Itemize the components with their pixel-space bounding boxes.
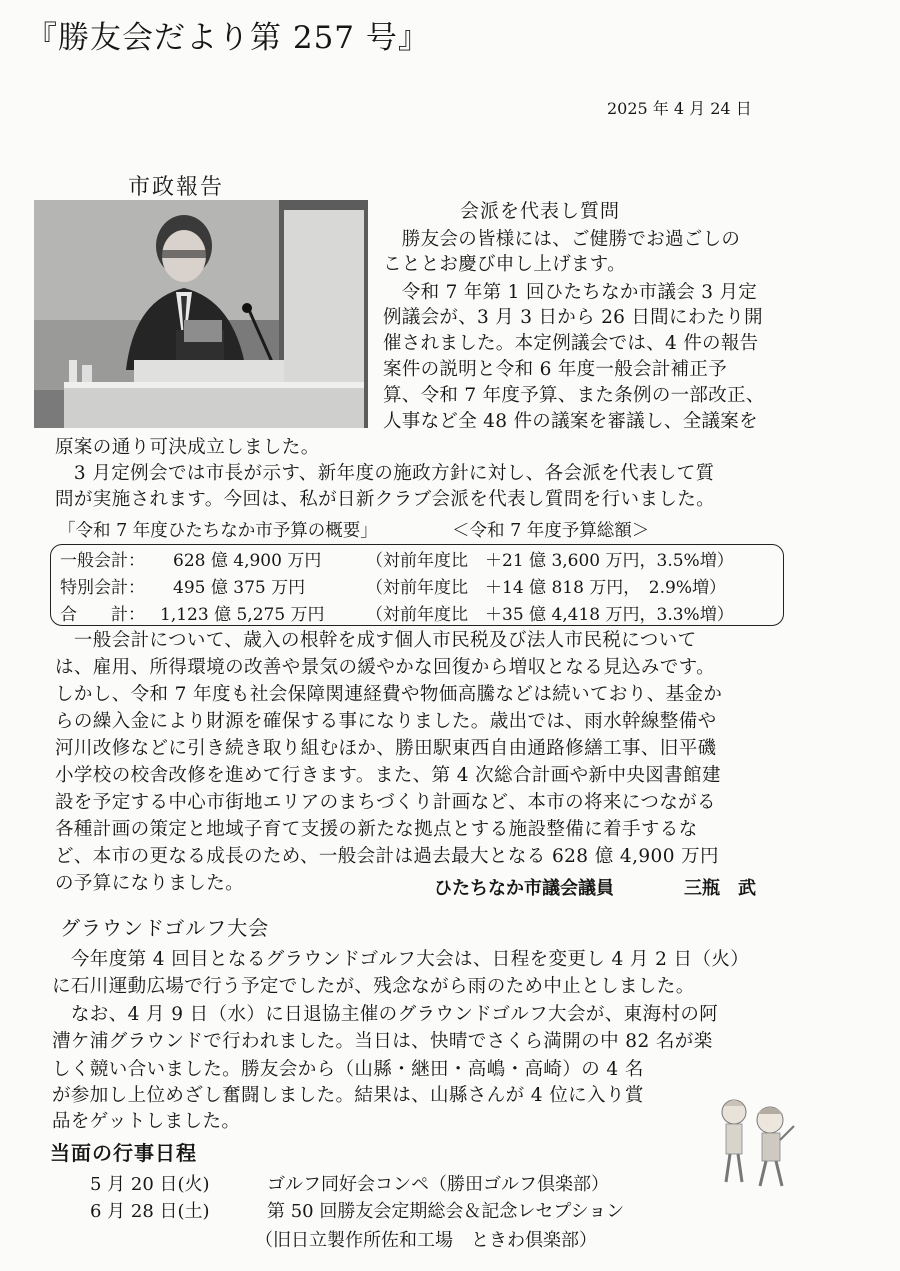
report-body-line: 各種計画の策定と地域子育て支援の新たな拠点とする施設整備に着手するな [55, 819, 698, 840]
schedule-venue-note: （旧日立製作所佐和工場 ときわ倶楽部） [255, 1230, 597, 1251]
signature-role: ひたちなか市議会議員 [434, 878, 614, 899]
speaker-photo [34, 200, 368, 428]
budget-row-label: 特別会計： [60, 578, 145, 598]
golfer-illustration [712, 1090, 797, 1190]
budget-row-compare: （対前年度比 ＋14 億 818 万円， 2.9%増） [366, 578, 726, 598]
golf-text-line: 今年度第 4 回目となるグラウンドゴルフ大会は、日程を変更し 4 月 2 日（火） [52, 949, 750, 970]
report-body-line: 設を予定する中心市街地エリアのまちづくり計画など、本市の将来につながる [55, 792, 716, 813]
golf-text-line: 品をゲットしました。 [52, 1111, 241, 1132]
budget-row-label: 合 計： [60, 605, 145, 625]
report-body-line: ど、本市の更なる成長のため、一般会計は過去最大となる 628 億 4,900 万円 [55, 846, 719, 867]
newsletter-title: 『勝友会だより第 257 号』 [26, 20, 430, 56]
golf-text-line: しく競い合いました。勝友会から（山縣・継田・高嶋・高崎）の 4 名 [52, 1059, 644, 1080]
report-subtitle: 会派を代表し質問 [460, 200, 621, 222]
report-body-line: らの繰入金により財源を確保する事になりました。歳出では、雨水幹線整備や [55, 711, 717, 732]
report-body-line: 一般会計について、歳入の根幹を成す個人市民税及び法人市民税について [55, 630, 697, 651]
section-title-schedule: 当面の行事日程 [50, 1141, 197, 1165]
golf-text-line: なお、4 月 9 日（水）に日退協主催のグラウンドゴルフ大会が、東海村の阿 [52, 1004, 719, 1025]
issue-date: 2025 年 4 月 24 日 [607, 99, 752, 118]
budget-row-amount: 495 億 375 万円 [173, 578, 306, 598]
report-text-line: 勝友会の皆様には、ご健勝でお過ごしの [383, 229, 741, 250]
golf-text-line: 漕ケ浦グラウンドで行われました。当日は、快晴でさくら満開の中 82 名が楽 [52, 1031, 713, 1052]
budget-row-amount: 1,123 億 5,275 万円 [160, 605, 325, 625]
budget-heading-left: 「令和 7 年度ひたちなか市予算の概要」 [58, 521, 378, 541]
budget-row-compare: （対前年度比 ＋21 億 3,600 万円，3.5%増） [366, 551, 734, 571]
report-text-line: 算、令和 7 年度予算、また条例の一部改正、 [383, 385, 765, 406]
golf-text-line: が参加し上位めざし奮闘しました。結果は、山縣さんが 4 位に入り賞 [52, 1085, 644, 1106]
report-body-line: 小学校の校舎改修を進めて行きます。また、第 4 次総合計画や新中央図書館建 [55, 765, 721, 786]
schedule-event: 第 50 回勝友会定期総会＆記念レセプション [267, 1201, 625, 1222]
report-text-line: 案件の説明と令和 6 年度一般会計補正予 [383, 359, 728, 380]
schedule-date: 6 月 28 日(土) [90, 1201, 210, 1222]
budget-row-compare: （対前年度比 ＋35 億 4,418 万円，3.3%増） [366, 605, 734, 625]
golf-text-line: に石川運動広場で行う予定でしたが、残念ながら雨のため中止としました。 [52, 976, 695, 997]
schedule-event: ゴルフ同好会コンペ（勝田ゴルフ倶楽部） [267, 1174, 609, 1195]
report-text-line: 令和 7 年第 1 回ひたちなか市議会 3 月定 [383, 282, 758, 303]
report-body-line: の予算になりました。 [55, 873, 245, 894]
section-title-city-report: 市政報告 [128, 175, 225, 200]
report-text-line: 例議会が、3 月 3 日から 26 日間にわたり開 [383, 307, 763, 328]
budget-row-amount: 628 億 4,900 万円 [173, 551, 322, 571]
section-title-ground-golf: グラウンドゴルフ大会 [60, 916, 270, 940]
budget-heading-right: ＜令和 7 年度予算総額＞ [452, 521, 650, 541]
report-text-line: 原案の通り可決成立しました。 [55, 437, 320, 458]
report-text-line: 催されました。本定例議会では、4 件の報告 [383, 333, 759, 354]
budget-row-label: 一般会計： [60, 551, 145, 571]
report-body-line: しかし、令和 7 年度も社会保障関連経費や物価高騰などは続いており、基金か [55, 684, 723, 705]
report-text-line: こととお慶び申し上げます。 [383, 254, 626, 275]
report-body-line: 河川改修などに引き続き取り組むほか、勝田駅東西自由通路修繕工事、旧平磯 [55, 738, 717, 759]
report-body-line: は、雇用、所得環境の改善や景気の緩やかな回復から増収となる見込みです。 [55, 657, 716, 678]
report-text-line: 3 月定例会では市長が示す、新年度の施政方針に対し、各会派を代表して質 [55, 463, 715, 484]
report-text-line: 人事など全 48 件の議案を審議し、全議案を [383, 411, 758, 432]
schedule-date: 5 月 20 日(火) [90, 1174, 210, 1195]
signature-name: 三瓶 武 [684, 878, 756, 899]
report-text-line: 問が実施されます。今回は、私が日新クラブ会派を代表し質問を行いました。 [55, 489, 716, 510]
